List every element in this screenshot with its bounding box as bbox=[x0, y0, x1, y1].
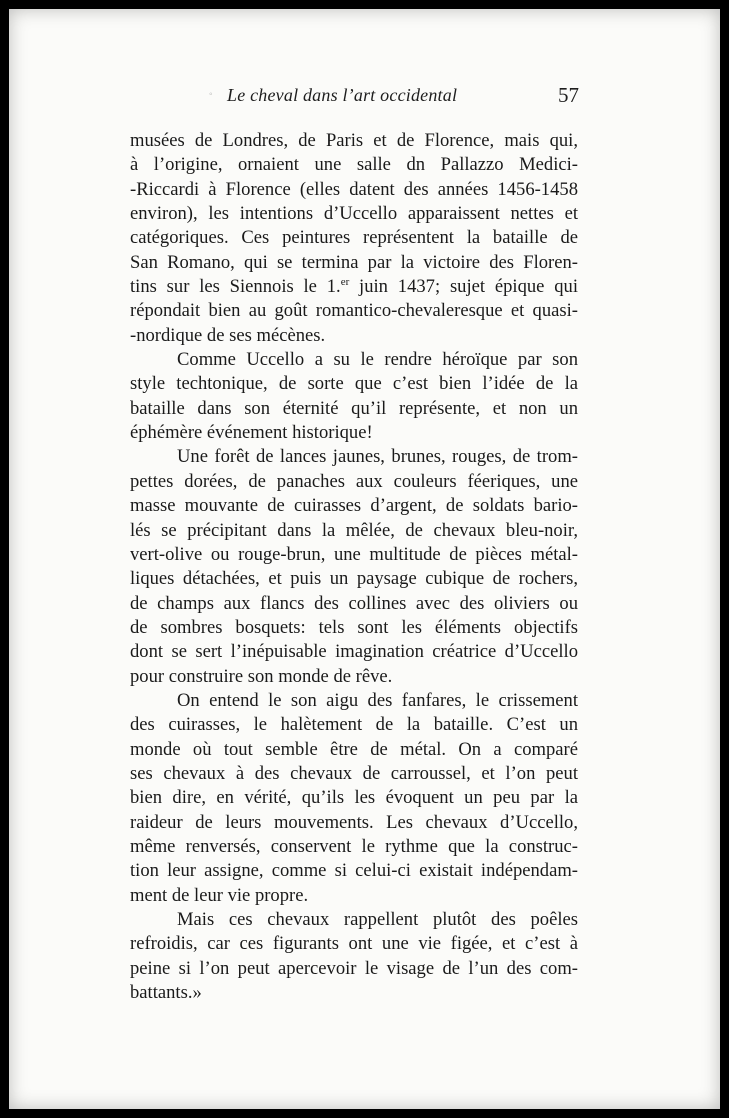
text-line: On entend le son aigu des fanfares, le crissement bbox=[177, 689, 578, 711]
text-line: ses chevaux à des chevaux de carroussel, et l’on peut bbox=[130, 762, 578, 784]
book-page bbox=[9, 9, 720, 1109]
text-line: monde où tout semble être de métal. On a comparé bbox=[130, 738, 578, 760]
text-line: masse mouvante de cuirasses d’argent, de soldats bario- bbox=[130, 495, 578, 517]
text-line: dont se sert l’inépuisable imagination créatrice d’Uccello bbox=[130, 641, 578, 663]
text-line: tins sur les Siennois le 1.$^{er}$ juin 1437; sujet épique qui bbox=[130, 275, 578, 298]
text-line: peine si l’on peut apercevoir le visage de l’un des com- bbox=[130, 957, 578, 979]
text-line: -Riccardi à Florence (elles datent des années 1456-1458 bbox=[130, 178, 578, 200]
text-line: de champs aux flancs des collines avec des oliviers ou bbox=[130, 592, 578, 614]
text-line: San Romano, qui se termina par la victoire des Floren- bbox=[130, 251, 578, 273]
text-line: liques détachées, et puis un paysage cubique de rochers, bbox=[130, 568, 578, 590]
running-title: Le cheval dans l’art occidental bbox=[227, 85, 458, 105]
ordinal-superscript: er bbox=[340, 275, 350, 288]
text-line: catégoriques. Ces peintures représentent la bataille de bbox=[130, 227, 578, 249]
decorative-mark: ◦ bbox=[209, 89, 213, 100]
text-line: vert-olive ou rouge-brun, une multitude de pièces métal- bbox=[130, 543, 578, 565]
text-line: Comme Uccello a su le rendre héroïque par son bbox=[177, 349, 578, 371]
text-line: ment de leur vie propre. bbox=[130, 884, 309, 906]
text-line: Une forêt de lances jaunes, brunes, rouges, de trom- bbox=[177, 446, 578, 468]
text-line: -nordique de ses mécènes. bbox=[130, 324, 326, 346]
text-line: style techtonique, de sorte que c’est bien l’idée de la bbox=[130, 373, 578, 395]
text-line: répondait bien au goût romantico-chevaleresque et quasi- bbox=[130, 300, 578, 322]
text-line: raideur de leurs mouvements. Les chevaux d’Uccello, bbox=[130, 811, 578, 833]
body-text bbox=[130, 129, 578, 1005]
text-line: battants.» bbox=[130, 982, 202, 1004]
text-line: des cuirasses, le halètement de la bataille. C’est un bbox=[130, 714, 578, 736]
text-line: lés se précipitant dans la mêlée, de chevaux bleu-noir, bbox=[130, 519, 578, 541]
text-line: à l’origine, ornaient une salle dn Pallazzo Medici- bbox=[130, 154, 578, 176]
text-line: refroidis, car ces figurants ont une vie figée, et c’est à bbox=[130, 933, 578, 955]
text-line: de sombres bosquets: tels sont les éléments objectifs bbox=[130, 616, 578, 638]
text-line: bien dire, en vérité, qu’ils les évoquent un peu par la bbox=[130, 787, 578, 809]
text-line: Mais ces chevaux rappellent plutôt des poêles bbox=[177, 909, 578, 930]
text-line: même renversés, conservent le rythme que la construc- bbox=[130, 835, 578, 857]
text-line: bataille dans son éternité qu’il représente, et non un bbox=[130, 397, 578, 419]
text-line: tion leur assigne, comme si celui-ci existait indépendam- bbox=[130, 860, 578, 882]
text-line: environ), les intentions d’Uccello apparaissent nettes et bbox=[130, 203, 578, 225]
text-line: musées de Londres, de Paris et de Florence, mais qui, bbox=[130, 130, 578, 151]
text-line: pour construire son monde de rêve. bbox=[130, 665, 393, 687]
text-line: pettes dorées, de panaches aux couleurs féeriques, une bbox=[130, 470, 578, 492]
page-header bbox=[129, 85, 579, 115]
page-number: 57 bbox=[558, 83, 579, 107]
text-line: éphémère événement historique! bbox=[130, 422, 373, 444]
